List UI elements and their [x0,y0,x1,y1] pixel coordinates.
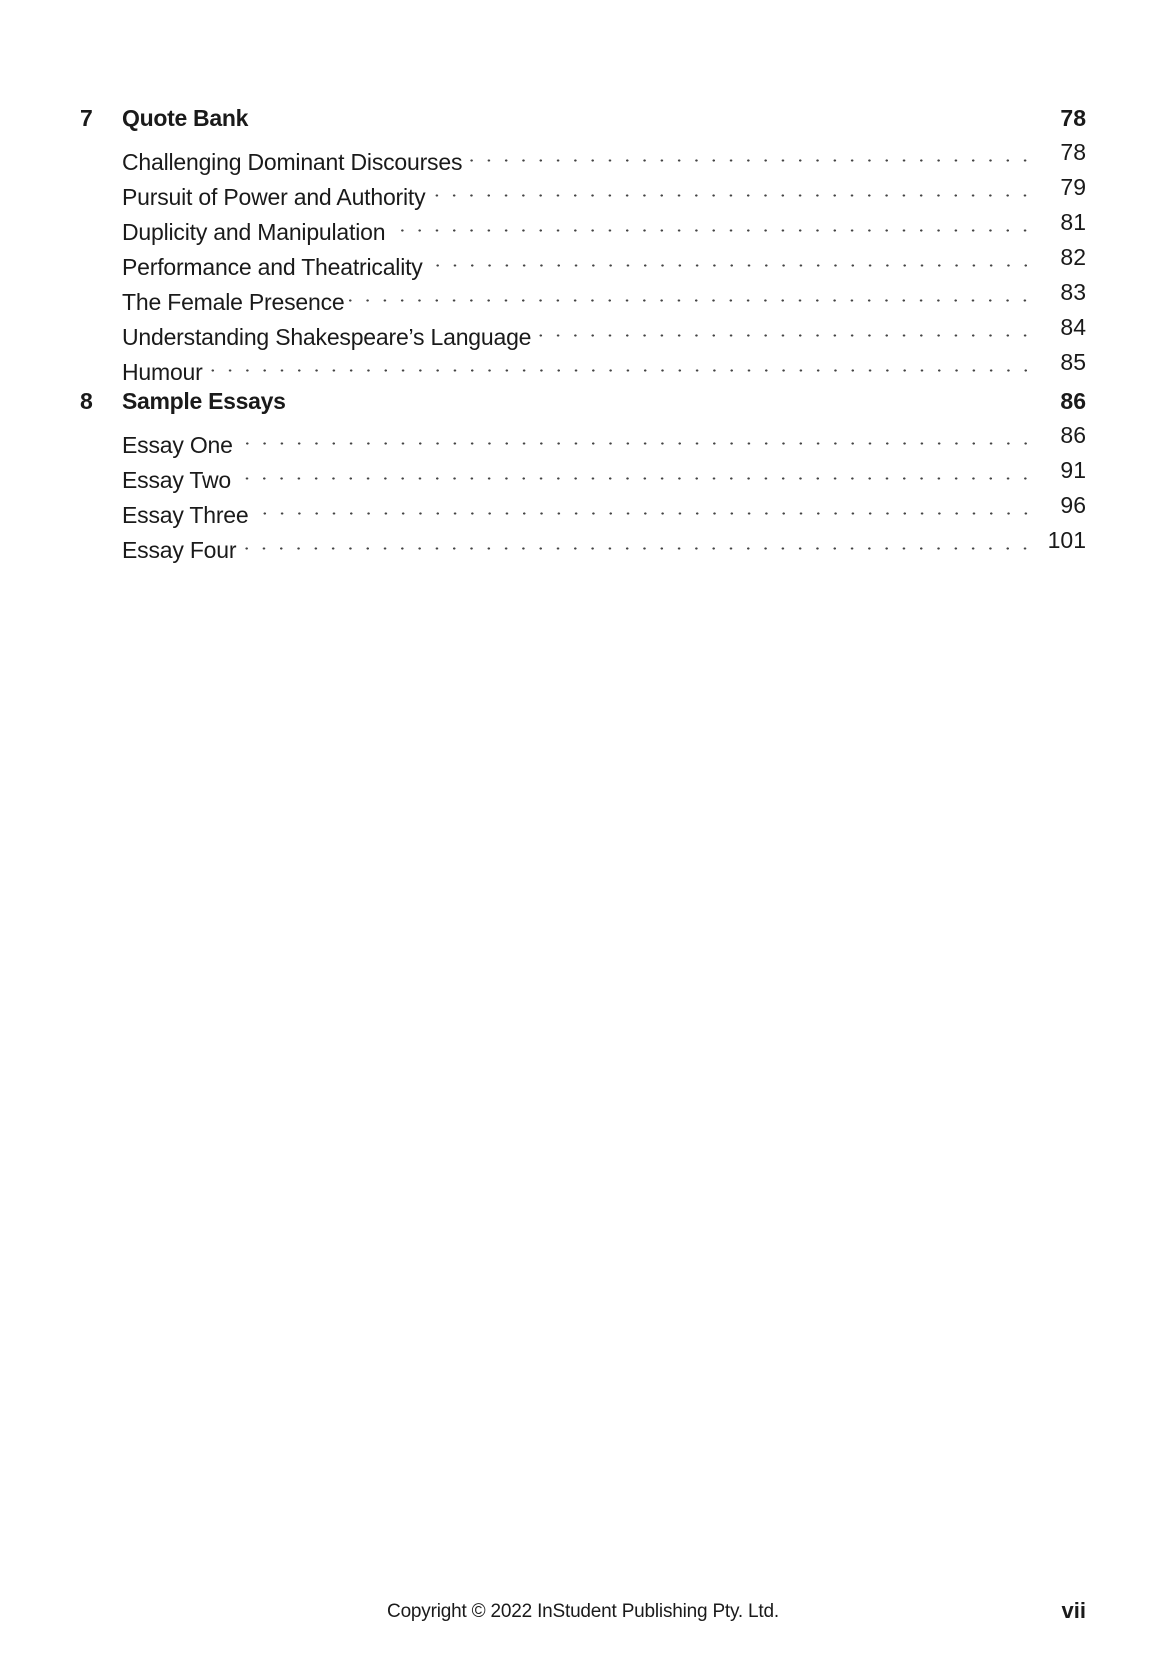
toc-entry-title: The Female Presence [122,285,348,320]
toc-entry-title: Performance and Theatricality [122,250,427,285]
toc-entry[interactable] [122,205,1086,245]
dot-leader [237,418,1086,453]
chapter-heading[interactable] [0,101,1166,135]
chapter-title: Quote Bank [122,105,249,131]
dot-leader [535,310,1086,345]
dot-leader [240,523,1086,558]
toc-entry-page: 96 [1060,492,1086,518]
dot-leader [427,240,1086,275]
toc-entry[interactable] [122,488,1086,528]
page-number: vii [1061,1598,1086,1623]
dot-leader [207,345,1086,380]
chapter-page-number: 78 [1060,105,1086,131]
dot-leader [253,488,1087,523]
chapter-title: Sample Essays [122,388,286,414]
toc-entry-title: Essay Three [122,498,253,533]
toc-entry-page: 81 [1060,209,1086,235]
chapter-heading[interactable] [0,384,1166,418]
toc-entry[interactable] [122,135,1086,175]
toc-entry-title: Understanding Shakespeare’s Language [122,320,535,355]
toc-entry-page: 101 [1047,527,1086,553]
dot-leader [348,275,1086,310]
toc-chapter-8 [0,384,1166,563]
dot-leader [235,453,1086,488]
toc-entry-title: Essay Two [122,463,235,498]
toc-entry-title: Humour [122,355,207,390]
toc-entry-title: Pursuit of Power and Authority [122,180,429,215]
toc-chapter-7 [0,101,1166,385]
toc-entry-page: 78 [1060,139,1086,165]
toc-entry[interactable] [122,345,1086,385]
toc-entry[interactable] [122,275,1086,315]
toc-entry[interactable] [122,310,1086,350]
toc-entry-page: 91 [1060,457,1086,483]
toc-entry-title: Essay Four [122,533,240,568]
dot-leader [466,135,1086,170]
toc-entry-title: Essay One [122,428,237,463]
toc-entry[interactable] [122,453,1086,493]
chapter-number: 7 [80,105,93,131]
toc-entry-page: 82 [1060,244,1086,270]
toc-entry[interactable] [122,240,1086,280]
toc-entry-page: 86 [1060,422,1086,448]
dot-leader [429,170,1086,205]
toc-entry-page: 79 [1060,174,1086,200]
toc-entry-title: Challenging Dominant Discourses [122,145,466,180]
dot-leader [389,205,1086,240]
copyright-notice: Copyright © 2022 InStudent Publishing Pty. Ltd. [387,1601,779,1622]
toc-entry[interactable] [122,170,1086,210]
toc-entry[interactable] [122,523,1086,563]
chapter-page-number: 86 [1060,388,1086,414]
toc-entry-title: Duplicity and Manipulation [122,215,389,250]
toc-entry-page: 84 [1060,314,1086,340]
chapter-number: 8 [80,388,93,414]
toc-entry-page: 83 [1060,279,1086,305]
toc-entry[interactable] [122,418,1086,458]
toc-entry-page: 85 [1060,349,1086,375]
